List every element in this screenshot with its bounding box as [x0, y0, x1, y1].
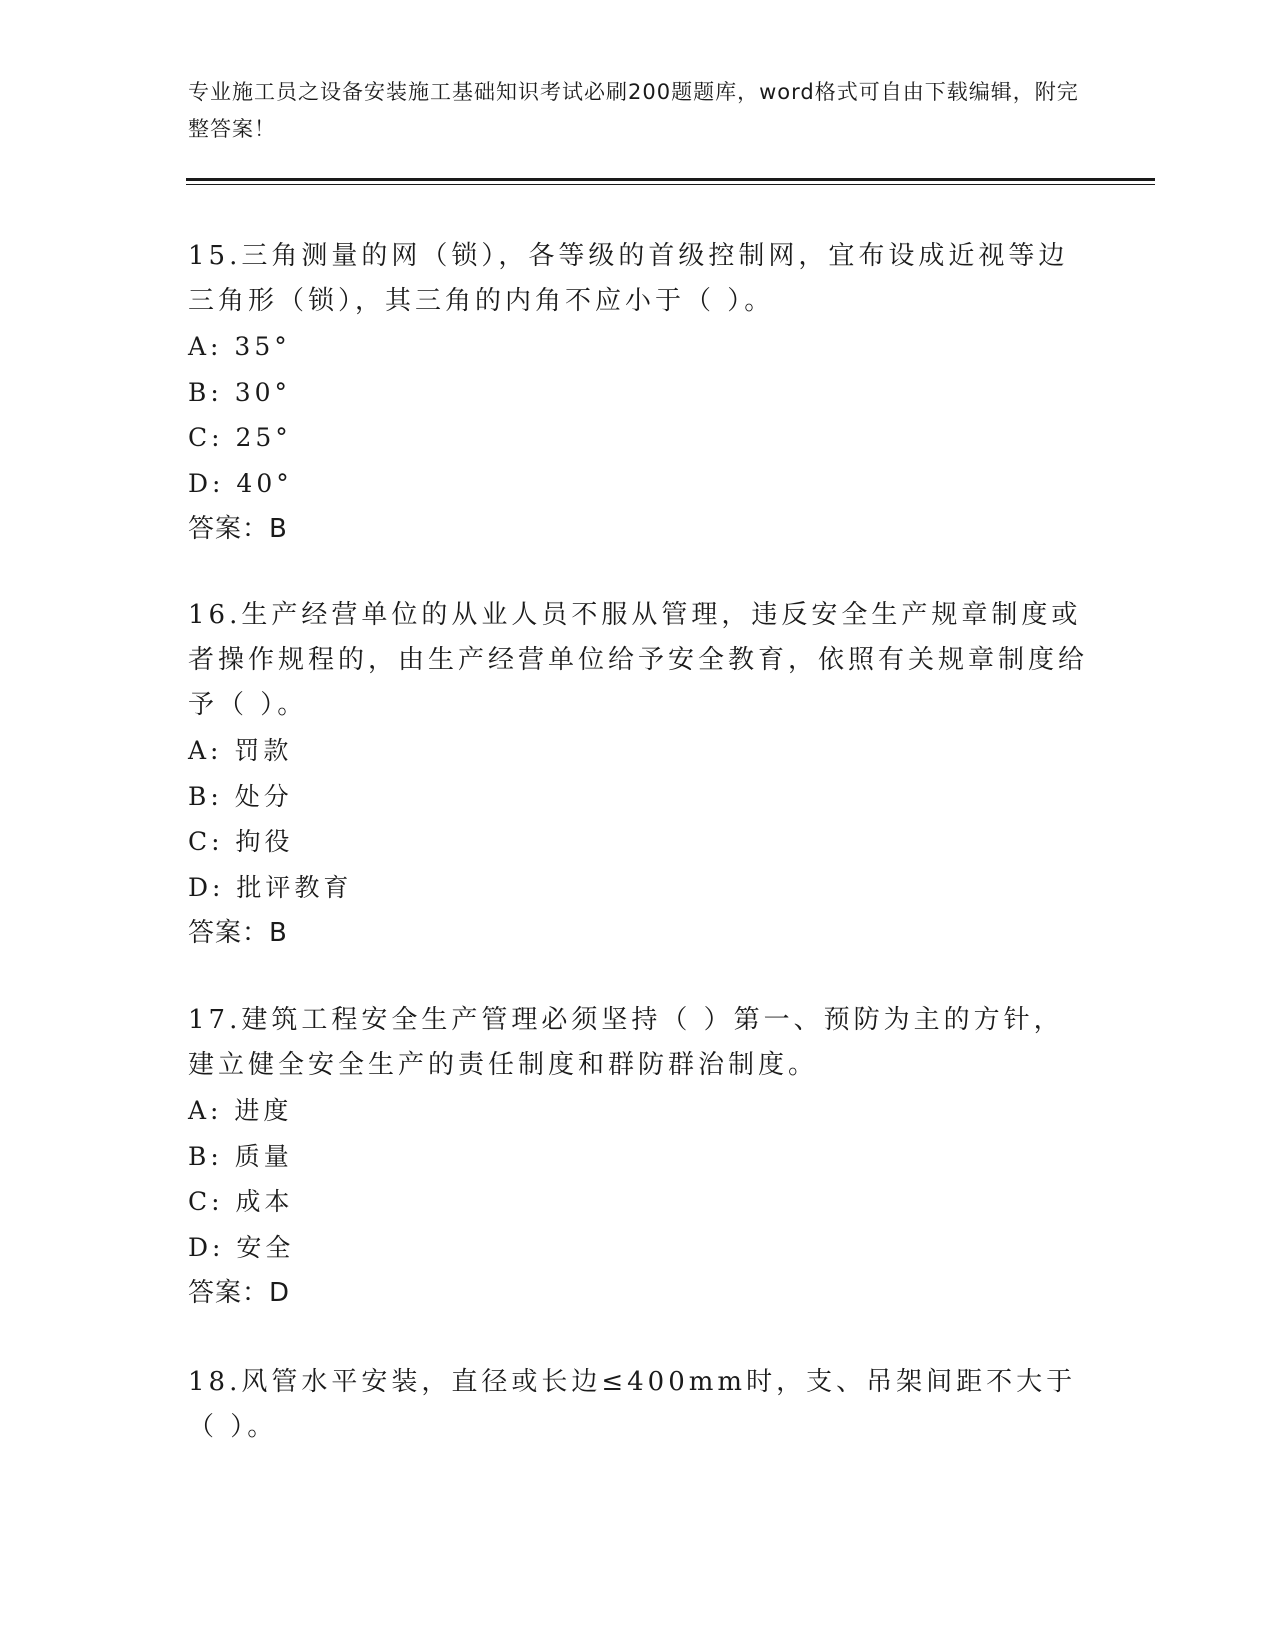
option-b: B: 质量 — [188, 1141, 293, 1171]
question-text: 16.生产经营单位的从业人员不服从管理，违反安全生产规章制度或者操作规程的，由生产经营单位给予安全教育，依照有关规章制度给予（ ）。 — [188, 600, 1089, 720]
question-text: 17.建筑工程安全生产管理必须坚持（ ）第一、预防为主的方针，建立健全安全生产的责任制度和群防群治制度。 — [188, 1005, 1064, 1080]
option-d: D: 批评教育 — [188, 872, 353, 902]
option-c: C: 成本 — [188, 1187, 294, 1216]
answer-label: 答案：B — [188, 514, 288, 544]
option-a: A: 罚款 — [188, 736, 293, 765]
header-divider-thin — [186, 184, 1155, 185]
question-text: 15.三角测量的网（锁），各等级的首级控制网，宜布设成近视等边三角形（锁），其三角的内角不应小于（ ）。 — [188, 241, 1069, 316]
option-c: C: 25° — [188, 423, 292, 452]
answer-label: 答案：D — [188, 1278, 291, 1308]
option-c: C: 拘役 — [188, 827, 294, 856]
option-b: B: 30° — [188, 377, 292, 407]
question-text: 18.风管水平安装，直径或长边≤400mm时，支、吊架间距不大于（ ）。 — [188, 1367, 1077, 1442]
question-block-17 — [188, 998, 1088, 1316]
question-block-16 — [188, 593, 1088, 956]
option-d: D: 安全 — [188, 1232, 295, 1262]
answer-label: 答案：B — [188, 918, 288, 948]
option-b: B: 处分 — [188, 781, 293, 811]
option-a: A: 35° — [188, 332, 291, 361]
question-block-15 — [188, 234, 1088, 552]
question-block-18 — [188, 1360, 1088, 1450]
option-a: A: 进度 — [188, 1096, 293, 1125]
document-header: 专业施工员之设备安装施工基础知识考试必刷200题题库，word格式可自由下载编辑，附完整答案！ — [188, 80, 1079, 141]
header-divider-thick — [186, 178, 1155, 181]
option-d: D: 40° — [188, 468, 293, 498]
